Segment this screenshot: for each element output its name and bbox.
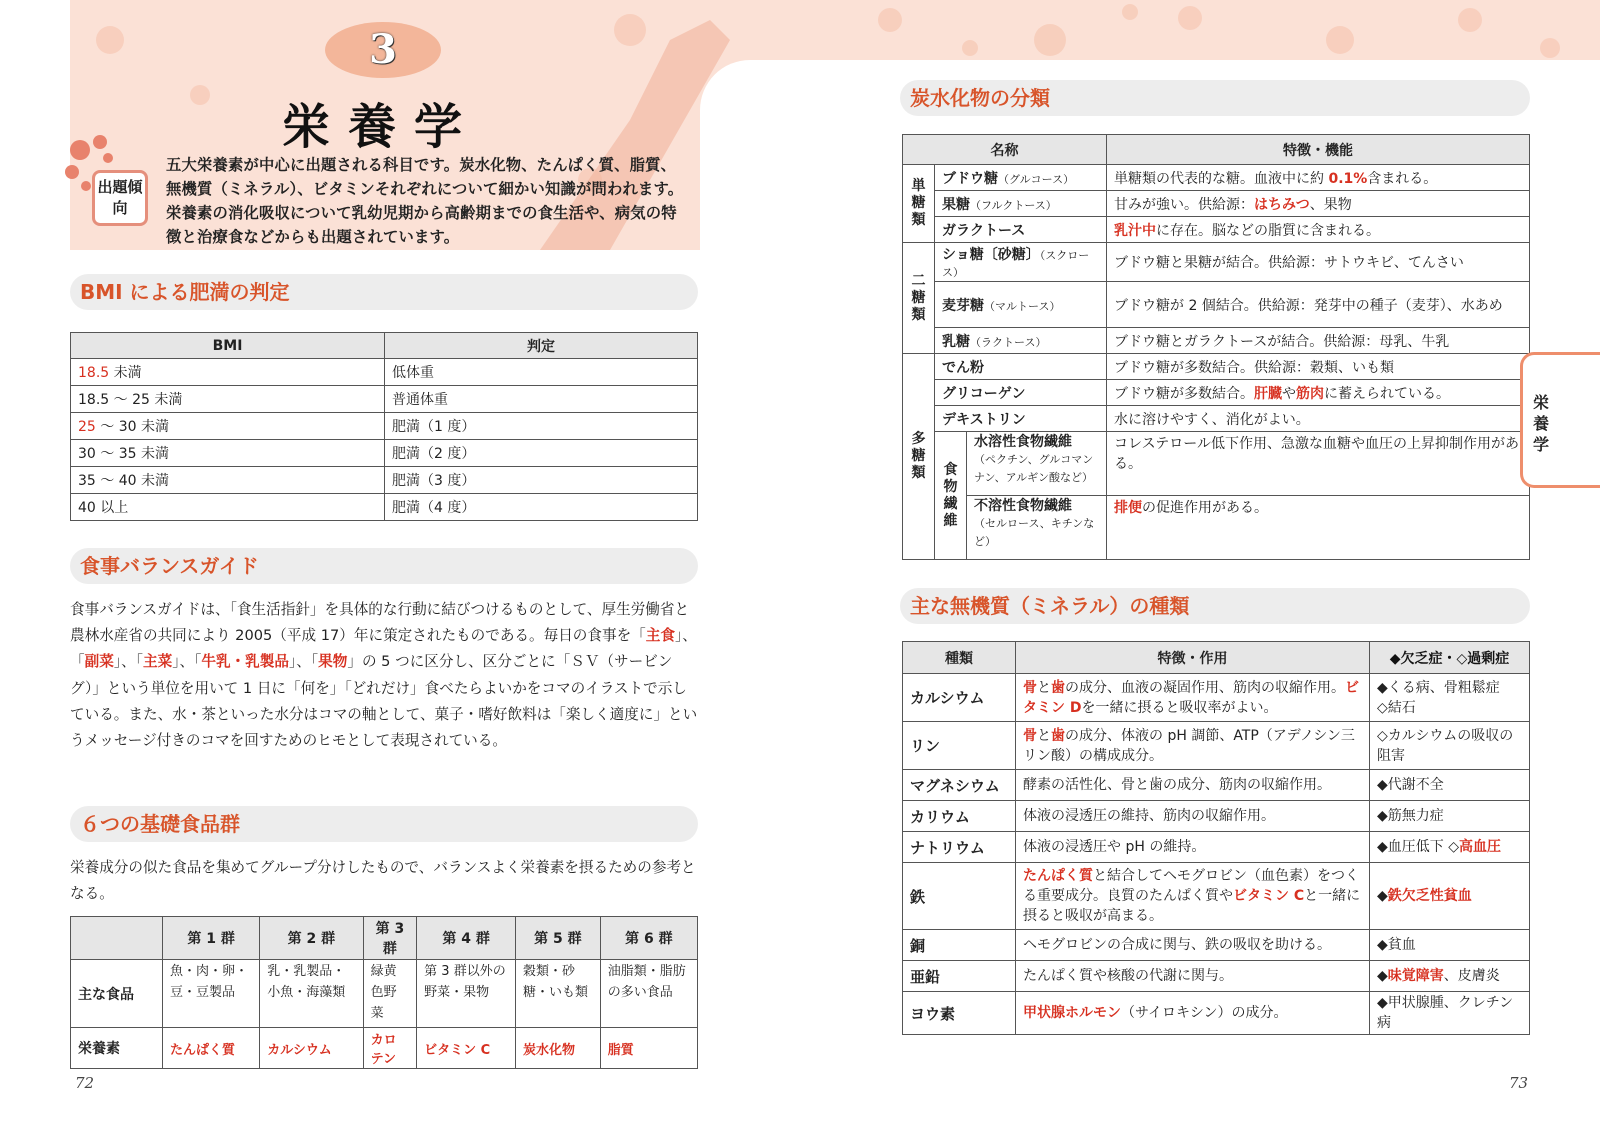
page-number-right: 73 [1509,1074,1529,1092]
groups-heading: ６つの基礎食品群 [70,806,698,842]
table-row: デキストリン 水に溶けやすく、消化がよい。 [903,406,1530,432]
table-row: 単糖類 ブドウ糖（グルコース） 単糖類の代表的な糖。血液中に約 0.1%含まれる。 [903,165,1530,191]
table-row: 栄養素 たんぱく質 カルシウム カロテン ビタミン C 炭水化物 脂質 [71,1028,698,1069]
minerals-heading: 主な無機質（ミネラル）の種類 [900,588,1530,624]
table-row: ナトリウム 体液の浸透圧や pH の維持。 ◆血圧低下 ◇高血圧 [903,832,1530,863]
table-row: カルシウム 骨と歯の成分、血液の凝固作用、筋肉の収縮作用。ビタミン Dを一緒に摂ると吸収率がよい。 ◆くる病、骨粗鬆症 ◇結石 [903,674,1530,722]
table-row: 麦芽糖（マルトース） ブドウ糖が 2 個結合。供給源：発芽中の種子（麦芽）、水あめ [903,282,1530,328]
guide-heading: 食事バランスガイド [70,548,698,584]
table-row: 銅 ヘモグロビンの合成に関与、鉄の吸収を助ける。 ◆貧血 [903,930,1530,961]
table-row: 不溶性食物繊維 （セルロース、キチンなど） 排便の促進作用がある。 [903,496,1530,560]
carbs-table: 名称 特徴・機能 単糖類 ブドウ糖（グルコース） 単糖類の代表的な糖。血液中に約 0.1%含まれる。 果糖（フルクトース） 甘みが強い。供給源：はちみつ、果物 ガラクトース 乳汁中に存在。脳などの脂質に含まれる。 二糖類 ショ糖〔砂糖〕（スクロース） ブドウ糖と果糖が結合。供給源：サトウキビ、てんさい 麦芽糖（マルトース） ブドウ糖が 2 個結合。供給源：発芽中の種子（麦芽）、水あめ 乳糖（ラクトース） ブドウ糖とガラクトースが結合。供給源：母乳、牛乳 多糖類 でん粉 ブドウ糖が多数結合。供給源：穀類、いも類 グリコーゲン ブドウ糖が多数結合。肝臓や筋肉に蓄えられている。 デキストリン 水に溶けやすく、消化がよい。 食物繊維 水溶性食物繊維 （ペクチン、グルコマンナン、アルギン酸など） コレステロール低下作用、急激な血糖や血圧の上昇抑制作用がある。 不溶性食物繊維 （セルロース、キチンなど） 排便の促進作用がある。 [902,134,1530,560]
result-header: 判定 [385,333,698,359]
guide-paragraph: 食事バランスガイドは、「食生活指針」を具体的な行動に結びつけるものとして、厚生労働省と農林水産省の共同により 2005（平成 17）年に策定されたものである。毎日の食事を「主食」、「副菜」、「主菜」、「牛乳・乳製品」、「果物」の 5 つに区分し、区分ごとに「ＳＶ（サービング）」という単位を用いて 1 日に「何を」「どれだけ」食べたらよいかをコマのイラストで示している。また、水・茶といった水分はコマの軸として、菓子・嗜好飲料は「楽しく適度に」というメッセージ付きのコマを回すためのヒモとして表現されている。 [70,601,698,750]
side-tab-label: 栄養学 [1533,393,1550,454]
minerals-table: 種類 特徴・作用 ◆欠乏症・◇過剰症 カルシウム 骨と歯の成分、血液の凝固作用、筋肉の収縮作用。ビタミン Dを一緒に摂ると吸収率がよい。 ◆くる病、骨粗鬆症 ◇結石 リン 骨と歯の成分、体液の pH 調節、ATP（アデノシン三リン酸）の構成成分。 ◇カルシウムの吸収の阻害 マグネシウム 酵素の活性化、骨と歯の成分、筋肉の収縮作用。 ◆代謝不全 カリウム 体液の浸透圧の維持、筋肉の収縮作用。 ◆筋無力症 ナトリウム 体液の浸透圧や pH の維持。 ◆血圧低下 ◇高血圧 鉄 たんぱく質と結合してヘモグロビン（血色素）をつくる重要成分。良質のたんぱく質やビタミン Cと一緒に摂ると吸収が高まる。 ◆鉄欠乏性貧血 銅 ヘモグロビンの合成に関与、鉄の吸収を助ける。 ◆貧血 亜鉛 たんぱく質や核酸の代謝に関与。 ◆味覚障害、皮膚炎 ヨウ素 甲状腺ホルモン（サイロキシン）の成分。 ◆甲状腺腫、クレチン病 [902,641,1530,1035]
table-row: ガラクトース 乳汁中に存在。脳などの脂質に含まれる。 [903,217,1530,243]
trend-badge: 出題傾向 [92,170,148,226]
table-row: 25 〜 30 未満 肥満（1 度） [71,413,698,440]
trend-text: 五大栄養素が中心に出題される科目です。炭水化物、たんぱく質、脂質、無機質（ミネラル）、ビタミンそれぞれについて細かい知識が問われます。栄養素の消化吸収について乳幼児期から高齢期までの食生活や、病気の特徴と治療食などからも出題されています。 [166,156,684,246]
chapter-title: 栄養学 [282,99,481,155]
table-row: 果糖（フルクトース） 甘みが強い。供給源：はちみつ、果物 [903,191,1530,217]
bmi-heading: BMI による肥満の判定 [70,274,698,310]
category-polysaccharide: 多糖類 [903,354,935,560]
table-row: 乳糖（ラクトース） ブドウ糖とガラクトースが結合。供給源：母乳、牛乳 [903,328,1530,354]
table-row: ヨウ素 甲状腺ホルモン（サイロキシン）の成分。 ◆甲状腺腫、クレチン病 [903,992,1530,1035]
table-row: 食物繊維 水溶性食物繊維 （ペクチン、グルコマンナン、アルギン酸など） コレステロール低下作用、急激な血糖や血圧の上昇抑制作用がある。 [903,432,1530,496]
table-row: 40 以上 肥満（4 度） [71,494,698,521]
table-row: 二糖類 ショ糖〔砂糖〕（スクロース） ブドウ糖と果糖が結合。供給源：サトウキビ、てんさい [903,243,1530,282]
table-row: マグネシウム 酵素の活性化、骨と歯の成分、筋肉の収縮作用。 ◆代謝不全 [903,770,1530,801]
food-groups-table: 第 1 群 第 2 群 第 3 群 第 4 群 第 5 群 第 6 群 主な食品 魚・肉・卵・豆・豆製品 乳・乳製品・小魚・海藻類 緑黄色野菜 第 3 群以外の野菜・果物 穀類・砂糖・いも類 油脂類・脂肪の多い食品 栄養素 たんぱく質 カルシウム カロテン ビタミン C 炭水化物 脂質 [70,916,698,1069]
bmi-table [70,332,698,521]
bmi-header: BMI [71,333,385,359]
table-row: 35 〜 40 未満 肥満（3 度） [71,467,698,494]
table-row: リン 骨と歯の成分、体液の pH 調節、ATP（アデノシン三リン酸）の構成成分。 ◇カルシウムの吸収の阻害 [903,722,1530,770]
side-tab[interactable] [1520,352,1600,488]
table-row: 30 〜 35 未満 肥満（2 度） [71,440,698,467]
carbs-heading: 炭水化物の分類 [900,80,1530,116]
page-number-left: 72 [75,1074,95,1092]
table-row: グリコーゲン ブドウ糖が多数結合。肝臓や筋肉に蓄えられている。 [903,380,1530,406]
category-disaccharide: 二糖類 [903,243,935,354]
chapter-number: 3 [325,22,441,78]
table-row: 多糖類 でん粉 ブドウ糖が多数結合。供給源：穀類、いも類 [903,354,1530,380]
category-fiber: 食物繊維 [935,432,967,560]
table-row: 18.5 未満 低体重 [71,359,698,386]
table-row: 鉄 たんぱく質と結合してヘモグロビン（血色素）をつくる重要成分。良質のたんぱく質やビタミン Cと一緒に摂ると吸収が高まる。 ◆鉄欠乏性貧血 [903,863,1530,930]
table-row: 主な食品 魚・肉・卵・豆・豆製品 乳・乳製品・小魚・海藻類 緑黄色野菜 第 3 群以外の野菜・果物 穀類・砂糖・いも類 油脂類・脂肪の多い食品 [71,960,698,1028]
category-monosaccharide: 単糖類 [903,165,935,243]
groups-intro: 栄養成分の似た食品を集めてグループ分けしたもので、バランスよく栄養素を摂るための参考となる。 [70,859,696,903]
table-row: 18.5 〜 25 未満 普通体重 [71,386,698,413]
table-row: 亜鉛 たんぱく質や核酸の代謝に関与。 ◆味覚障害、皮膚炎 [903,961,1530,992]
table-row: カリウム 体液の浸透圧の維持、筋肉の収縮作用。 ◆筋無力症 [903,801,1530,832]
